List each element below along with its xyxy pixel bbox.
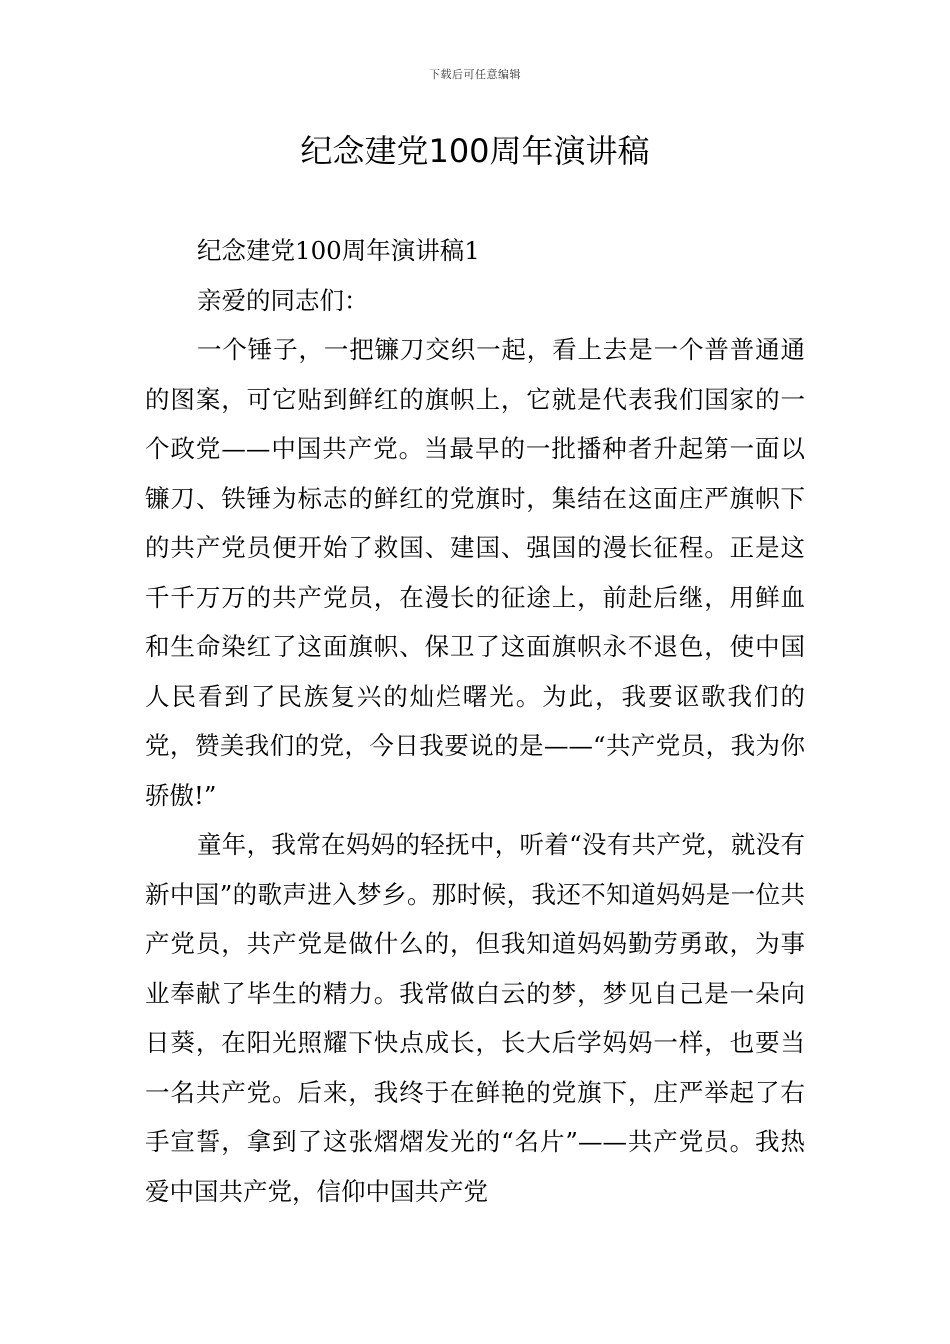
document-body: [145, 226, 805, 1216]
body-paragraph: 一个锤子，一把镰刀交织一起，看上去是一个普普通通的图案，可它贴到鲜红的旗帜上，它就是代表我们国家的一个政党——中国共产党。当最早的一批播种者升起第一面以镰刀、铁锤为标志的鲜红的党旗时，集结在这面庄严旗帜下的共产党员便开始了救国、建国、强国的漫长征程。正是这千千万万的共产党员，在漫长的征途上，前赴后继，用鲜血和生命染红了这面旗帜、保卫了这面旗帜永不退色，使中国人民看到了民族复兴的灿烂曙光。为此，我要讴歌我们的党，赞美我们的党，今日我要说的是——“共产党员，我为你骄傲!”: [145, 335, 805, 810]
body-paragraph: 童年，我常在妈妈的轻抚中，听着“没有共产党，就没有新中国”的歌声进入梦乡。那时候，我还不知道妈妈是一位共产党员，共产党是做什么的，但我知道妈妈勤劳勇敢，为事业奉献了毕生的精力。我常做白云的梦，梦见自己是一朵向日葵，在阳光照耀下快点成长，长大后学妈妈一样，也要当一名共产党。后来，我终于在鲜艳的党旗下，庄严举起了右手宣誓，拿到了这张熠熠发光的“名片”——共产党员。我热爱中国共产党，信仰中国共产党: [145, 830, 805, 1206]
header-note: 下载后可任意编辑: [429, 68, 521, 81]
salutation: 亲爱的同志们：: [197, 285, 369, 315]
speech-subtitle: 纪念建党100周年演讲稿1: [197, 236, 480, 265]
document-title: 纪念建党100周年演讲稿: [300, 132, 650, 170]
